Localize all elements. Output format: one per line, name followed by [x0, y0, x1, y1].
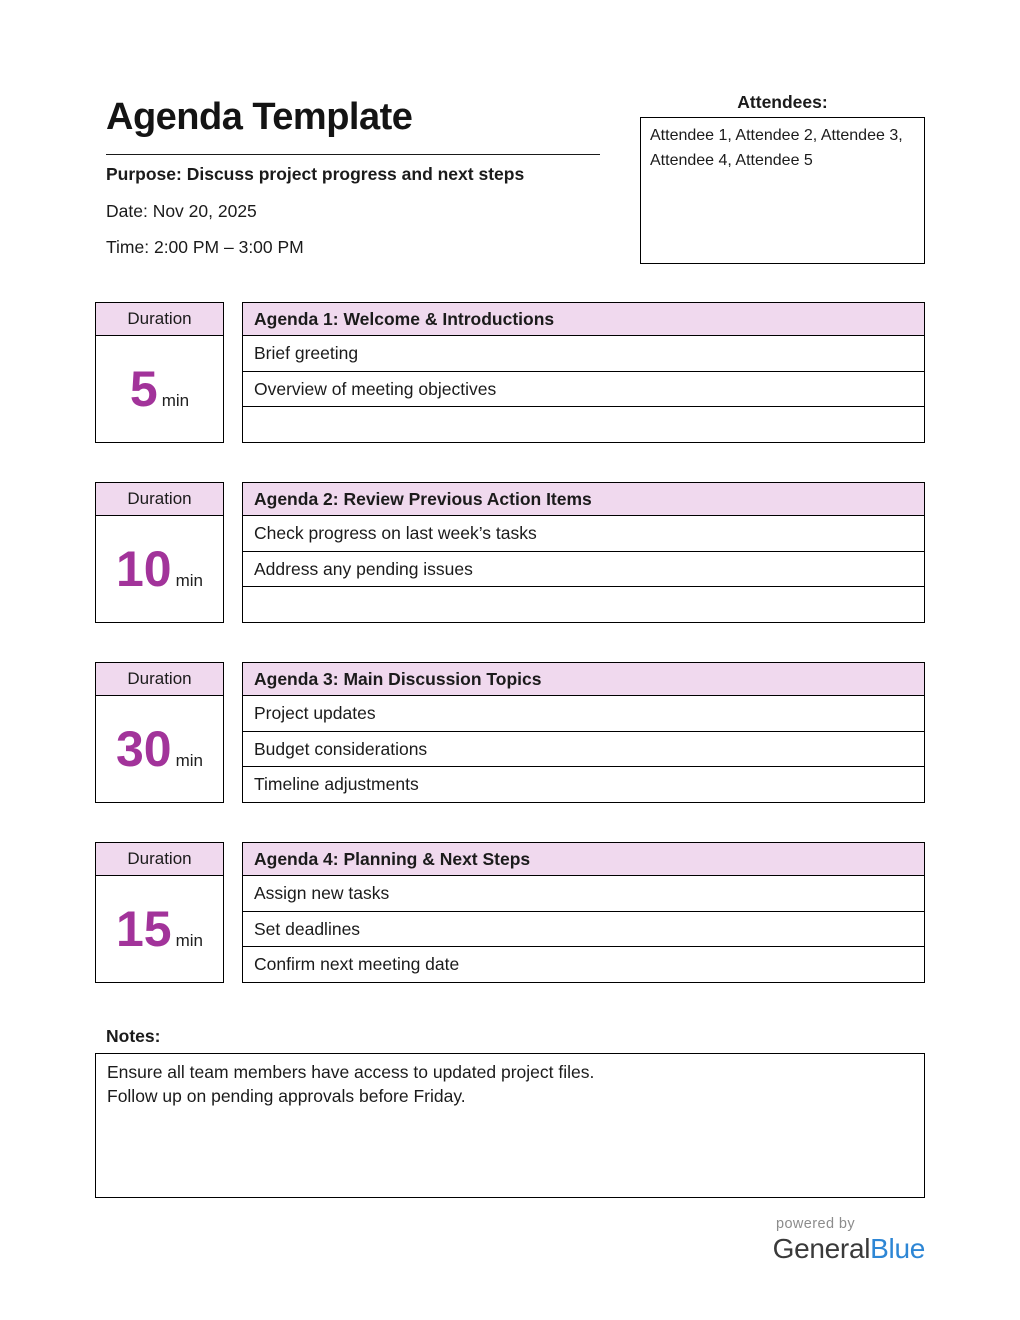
- duration-unit: min: [161, 391, 190, 410]
- agenda-item-row: Project updates: [243, 696, 924, 732]
- duration-group: [115, 541, 204, 597]
- brand-blue-text: Blue: [870, 1233, 925, 1264]
- agenda-item-row: Brief greeting: [243, 336, 924, 372]
- duration-group: [129, 361, 190, 417]
- powered-by-text: powered by: [776, 1216, 855, 1232]
- agenda-item-row: [243, 407, 924, 442]
- duration-box: [95, 302, 224, 443]
- duration-value: 10: [115, 541, 172, 597]
- agenda-section-title: Agenda 3: Main Discussion Topics: [243, 663, 924, 696]
- notes-line: Ensure all team members have access to updated project files.: [107, 1062, 595, 1082]
- agenda-item-row: Assign new tasks: [243, 876, 924, 912]
- agenda-item-row: Check progress on last week’s tasks: [243, 516, 924, 552]
- agenda-section: [95, 302, 925, 443]
- agenda-table: [242, 302, 925, 443]
- attendees-label: Attendees:: [737, 92, 828, 112]
- agenda-section-title: Agenda 2: Review Previous Action Items: [243, 483, 924, 516]
- duration-body: [96, 876, 223, 982]
- duration-value: 15: [115, 901, 172, 957]
- agenda-item-row: [243, 587, 924, 622]
- attendees-value: Attendee 1, Attendee 2, Attendee 3, Attendee 4, Attendee 5: [650, 127, 903, 169]
- duration-unit: min: [175, 931, 204, 950]
- duration-unit: min: [175, 571, 204, 590]
- notes-line: Follow up on pending approvals before Friday.: [107, 1085, 466, 1106]
- time-text: Time: 2:00 PM – 3:00 PM: [106, 237, 304, 257]
- agenda-table: [242, 842, 925, 983]
- duration-box: [95, 842, 224, 983]
- brand-general-text: General: [772, 1233, 871, 1264]
- date-text: Date: Nov 20, 2025: [106, 201, 257, 221]
- duration-body: [96, 336, 223, 442]
- agenda-item-row: Confirm next meeting date: [254, 954, 460, 975]
- duration-body: [96, 696, 223, 802]
- duration-header: Duration: [96, 483, 223, 516]
- attendees-box: [640, 117, 925, 264]
- agenda-section: [95, 482, 925, 623]
- agenda-section: [95, 662, 925, 803]
- duration-group: [115, 901, 204, 957]
- duration-unit: min: [175, 751, 204, 770]
- purpose-text: Purpose: Discuss project progress and next steps: [106, 164, 525, 184]
- duration-value: 5: [129, 361, 158, 417]
- duration-value: 30: [115, 721, 172, 777]
- agenda-item-row: Timeline adjustments: [254, 774, 419, 795]
- agenda-table: [242, 662, 925, 803]
- title-divider: [106, 154, 600, 155]
- agenda-item-row: Budget considerations: [243, 732, 924, 768]
- agenda-section-title: Agenda 4: Planning & Next Steps: [243, 843, 924, 876]
- agenda-item-row: Set deadlines: [243, 912, 924, 948]
- duration-body: [96, 516, 223, 622]
- duration-box: [95, 482, 224, 623]
- duration-header: Duration: [96, 663, 223, 696]
- page-title: Agenda Template: [106, 96, 413, 138]
- agenda-section: [95, 842, 925, 983]
- agenda-item-row: Address any pending issues: [243, 552, 924, 588]
- agenda-table: [242, 482, 925, 623]
- duration-box: [95, 662, 224, 803]
- agenda-sections: [95, 302, 925, 1022]
- notes-box: [95, 1053, 925, 1198]
- notes-label: Notes:: [106, 1026, 161, 1046]
- duration-header: Duration: [96, 303, 223, 336]
- duration-header: Duration: [96, 843, 223, 876]
- brand-logo: [773, 1233, 925, 1265]
- agenda-section-title: Agenda 1: Welcome & Introductions: [243, 303, 924, 336]
- agenda-item-row: Overview of meeting objectives: [243, 372, 924, 408]
- duration-group: [115, 721, 204, 777]
